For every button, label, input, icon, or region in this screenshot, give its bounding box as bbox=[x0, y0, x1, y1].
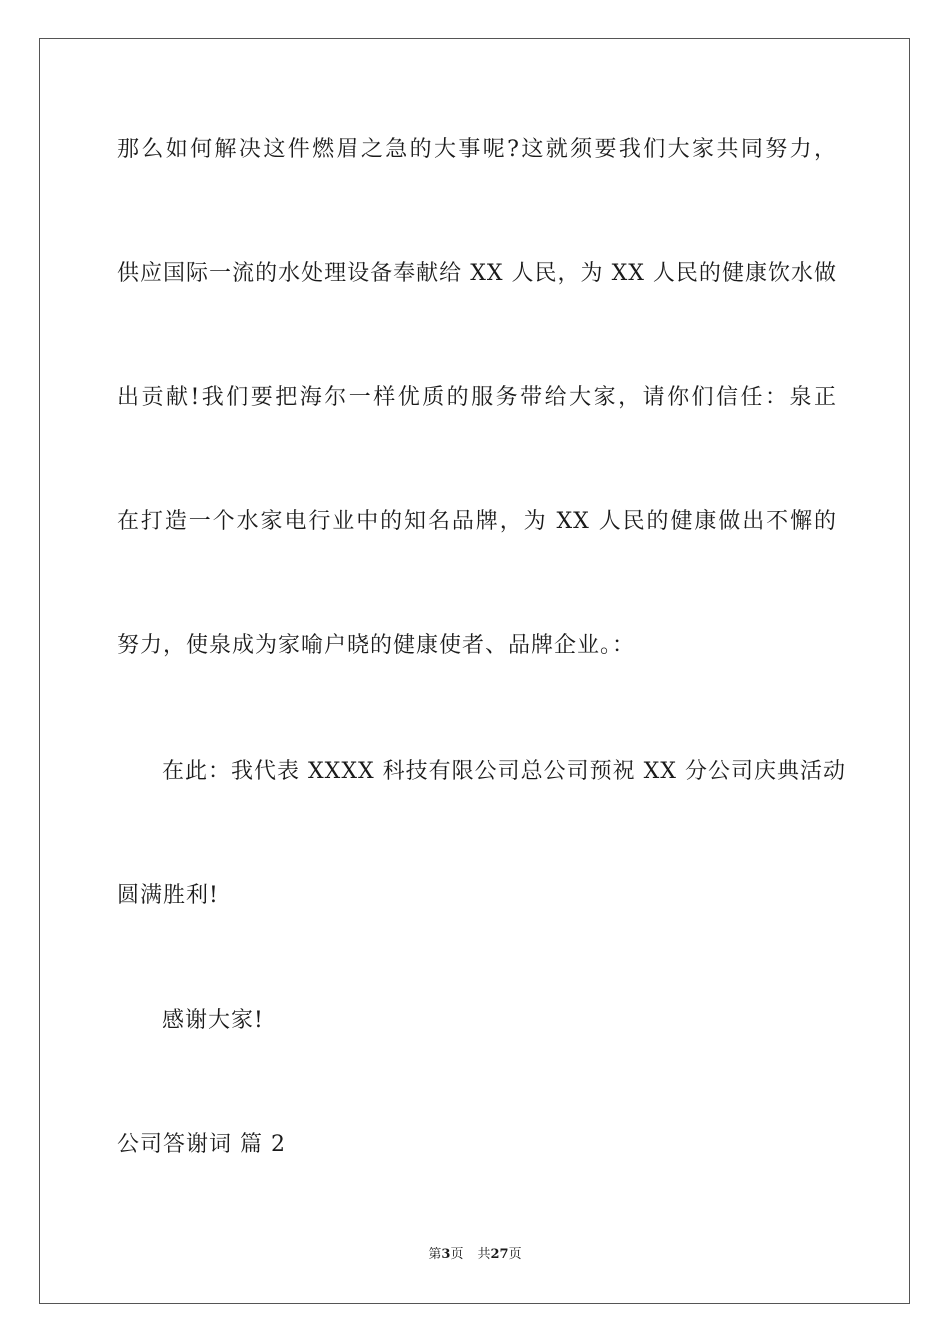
paragraph-line-6: 在此：我代表 XXXX 科技有限公司总公司预祝 XX 分公司庆典活动 bbox=[162, 759, 846, 784]
paragraph-line-4: 在打造一个水家电行业中的知名品牌，为 XX 人民的健康做出不懈的 bbox=[117, 509, 837, 534]
paragraph-line-1: 那么如何解决这件燃眉之急的大事呢?这就须要我们大家共同努力， bbox=[117, 137, 837, 162]
paragraph-line-5: 努力，使泉成为家喻户晓的健康使者、品牌企业。： bbox=[117, 633, 636, 658]
page-number: 3 bbox=[441, 1247, 451, 1262]
page-border bbox=[39, 38, 910, 1304]
paragraph-line-8: 感谢大家! bbox=[162, 1008, 264, 1033]
paragraph-line-3: 出贡献!我们要把海尔一样优质的服务带给大家，请你们信任：泉正 bbox=[117, 385, 837, 410]
total-suffix: 页 bbox=[508, 1247, 522, 1262]
page-prefix: 第 bbox=[428, 1247, 442, 1262]
page-suffix: 页 bbox=[450, 1247, 464, 1262]
total-prefix: 共 bbox=[477, 1247, 491, 1262]
total-pages: 27 bbox=[490, 1247, 509, 1262]
page-footer bbox=[0, 1246, 950, 1264]
paragraph-line-7: 圆满胜利! bbox=[117, 883, 219, 908]
section-heading: 公司答谢词 篇 2 bbox=[117, 1132, 286, 1157]
paragraph-line-2: 供应国际一流的水处理设备奉献给 XX 人民，为 XX 人民的健康饮水做 bbox=[117, 261, 837, 286]
